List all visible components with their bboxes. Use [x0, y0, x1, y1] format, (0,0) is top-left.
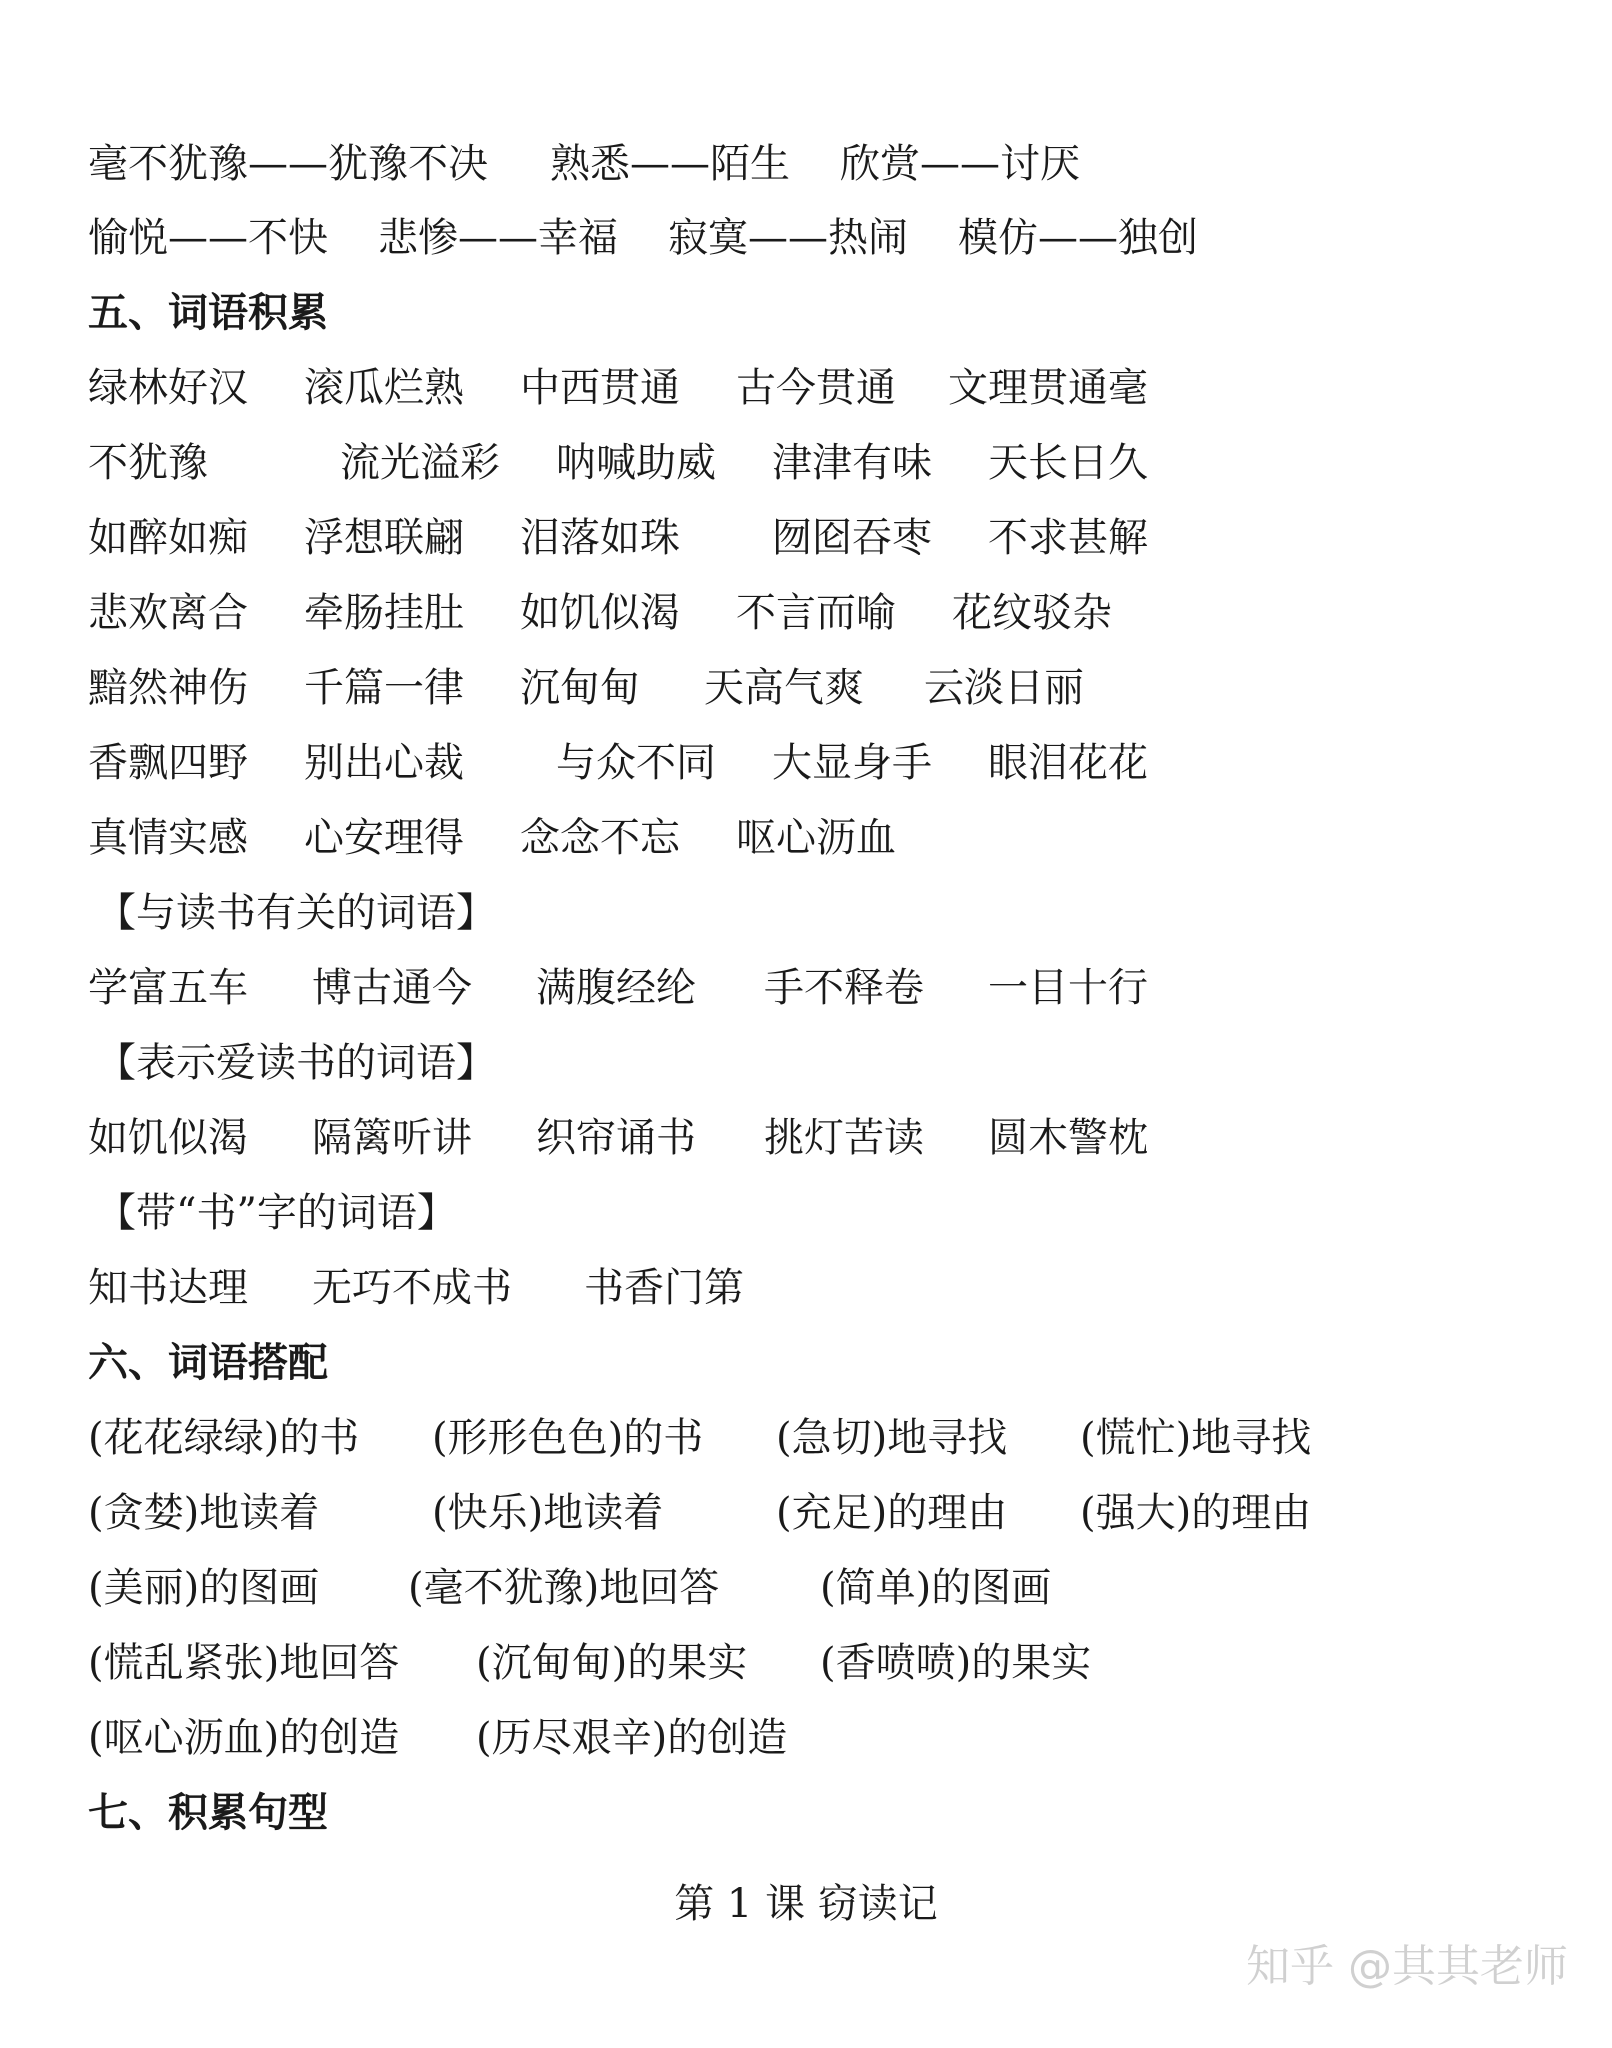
- group-1-title: 【与读书有关的词语】: [96, 890, 496, 936]
- group-2-title: 【表示爱读书的词语】: [96, 1040, 496, 1086]
- collocation-item: (形形色色)的书: [432, 1415, 704, 1461]
- word-item: 囫囵吞枣: [772, 515, 932, 561]
- word-item: 圆木警枕: [988, 1115, 1148, 1161]
- antonym-pair: 寂寞——热闹: [668, 215, 908, 261]
- watermark: 知乎 @其其老师: [1246, 1941, 1568, 1992]
- word-item: 无巧不成书: [312, 1265, 512, 1311]
- collocation-item: (历尽艰辛)的创造: [476, 1715, 788, 1761]
- collocation-item: (沉甸甸)的果实: [476, 1640, 748, 1686]
- word-item: 学富五车: [88, 965, 248, 1011]
- word-item: 挑灯苦读: [764, 1115, 924, 1161]
- antonym-pair: 悲惨——幸福: [378, 215, 618, 261]
- word-item: 呐喊助威: [556, 440, 716, 486]
- word-item: 牵肠挂肚: [304, 590, 464, 636]
- section-7-heading: 七、积累句型: [88, 1789, 328, 1836]
- word-item: 如饥似渴: [520, 590, 680, 636]
- collocation-item: (快乐)地读着: [432, 1490, 664, 1536]
- section-6-heading: 六、词语搭配: [88, 1339, 328, 1386]
- word-item: 千篇一律: [304, 665, 464, 711]
- word-item: 博古通今: [312, 965, 472, 1011]
- collocation-item: (充足)的理由: [776, 1490, 1008, 1536]
- antonym-pair: 模仿——独创: [958, 215, 1198, 261]
- group-3-title: 【带“书”字的词语】: [96, 1190, 457, 1236]
- word-item: 云淡日丽: [924, 665, 1084, 711]
- word-item: 与众不同: [556, 740, 716, 786]
- word-item: 津津有味: [772, 440, 932, 486]
- word-item: 眼泪花花: [988, 740, 1148, 786]
- word-item: 别出心裁: [304, 740, 464, 786]
- collocation-item: (贪婪)地读着: [88, 1490, 320, 1536]
- word-item: 隔篱听讲: [312, 1115, 472, 1161]
- antonym-pair: 毫不犹豫——犹豫不决: [88, 141, 488, 187]
- word-item: 悲欢离合: [88, 590, 248, 636]
- section-5-heading: 五、词语积累: [88, 289, 328, 336]
- word-item: 书香门第: [584, 1265, 744, 1311]
- word-item: 滚瓜烂熟: [304, 365, 464, 411]
- word-item: 真情实感: [88, 815, 248, 861]
- word-item: 天高气爽: [704, 665, 864, 711]
- word-item: 念念不忘: [520, 815, 680, 861]
- antonym-pair: 愉悦——不快: [88, 215, 328, 261]
- word-item: 绿林好汉: [88, 365, 248, 411]
- word-item: 呕心沥血: [736, 815, 896, 861]
- word-item: 沉甸甸: [520, 665, 640, 711]
- collocation-item: (花花绿绿)的书: [88, 1415, 360, 1461]
- word-item: 一目十行: [988, 965, 1148, 1011]
- collocation-item: (呕心沥血)的创造: [88, 1715, 400, 1761]
- word-item: 如醉如痴: [88, 515, 248, 561]
- word-item: 流光溢彩: [340, 440, 500, 486]
- collocation-item: (慌忙)地寻找: [1080, 1415, 1312, 1461]
- word-item: 手不释卷: [764, 965, 924, 1011]
- word-item: 香飘四野: [88, 740, 248, 786]
- collocation-item: (毫不犹豫)地回答: [408, 1565, 720, 1611]
- word-item: 不求甚解: [988, 515, 1148, 561]
- antonym-pair: 欣赏——讨厌: [840, 141, 1080, 187]
- collocation-item: (简单)的图画: [820, 1565, 1052, 1611]
- word-item: 满腹经纶: [536, 965, 696, 1011]
- word-item: 泪落如珠: [520, 515, 680, 561]
- word-item: 织帘诵书: [536, 1115, 696, 1161]
- word-item: 浮想联翩: [304, 515, 464, 561]
- word-item: 花纹驳杂: [952, 590, 1112, 636]
- collocation-item: (强大)的理由: [1080, 1490, 1312, 1536]
- collocation-item: (美丽)的图画: [88, 1565, 320, 1611]
- word-item: 如饥似渴: [88, 1115, 248, 1161]
- word-item: 心安理得: [304, 815, 464, 861]
- word-item: 文理贯通毫: [948, 365, 1148, 411]
- word-item: 不犹豫: [88, 440, 208, 486]
- word-item: 大显身手: [772, 740, 932, 786]
- antonym-pair: 熟悉——陌生: [550, 141, 790, 187]
- word-item: 古今贯通: [736, 365, 896, 411]
- word-item: 不言而喻: [736, 590, 896, 636]
- collocation-item: (慌乱紧张)地回答: [88, 1640, 400, 1686]
- word-item: 天长日久: [988, 440, 1148, 486]
- collocation-item: (香喷喷)的果实: [820, 1640, 1092, 1686]
- word-item: 黯然神伤: [88, 665, 248, 711]
- word-item: 中西贯通: [520, 365, 680, 411]
- collocation-item: (急切)地寻找: [776, 1415, 1008, 1461]
- lesson-title: 第 1 课 窃读记: [674, 1881, 938, 1927]
- word-item: 知书达理: [88, 1265, 248, 1311]
